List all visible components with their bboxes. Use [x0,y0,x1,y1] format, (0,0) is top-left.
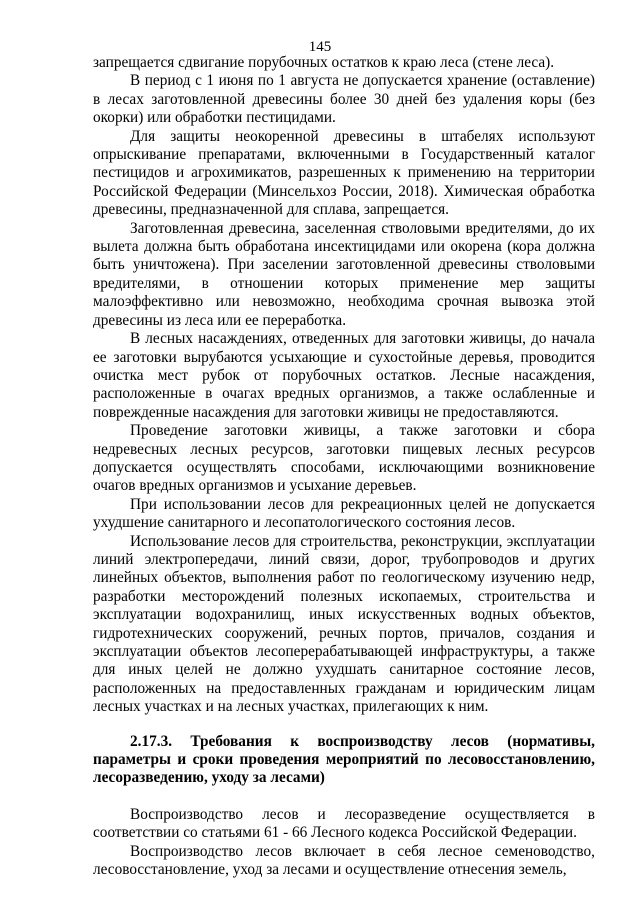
page-body [93,54,595,879]
paragraph-resin-tapping-stands: В лесных насаждениях, отведенных для заготовки живицы, до начала ее заготовки вырубаются усыхающие и сухостойные деревья, проводится очистка мест рубок от порубочных остатков. Лесные насаждения, расположенные в очагах вредных организмов, а также ослабленные и поврежденные насаждения для заготовки живицы не предоставляются. [93,330,595,421]
paragraph-infrastructure-use: Использование лесов для строительства, реконструкции, эксплуатации линий электропередачи, линий связи, дорог, трубопроводов и других линейных объектов, выполнения работ по геологическому изучению недр, разработки месторождений полезных ископаемых, строительства и эксплуатации водохранилищ, иных искусственных водных объектов, гидротехнических сооружений, речных портов, причалов, создания и эксплуатации объектов лесоперерабатывающей инфраструктуры, а также для иных целей не должно ухудшать санитарное состояние лесов, расположенных на предоставленных гражданам и юридическим лицам лесных участках и на лесных участках, прилегающих к ним. [93,532,595,716]
paragraph-pest-infested-wood: Заготовленная древесина, заселенная стволовыми вредителями, до их вылета должна быть обработана инсектицидами или окорена (кора должна быть уничтожена). При заселении заготовленной древесины стволовыми вредителями, в отношении которых применение мер защиты малоэффективно или невозможно, необходима срочная вывозка этой древесины из леса или ее переработка. [93,219,595,329]
paragraph-wood-protection: Для защиты неокоренной древесины в штабелях используют опрыскивание препаратами, включенными в Государственный каталог пестицидов и агрохимикатов, разрешенных к применению на территории Российской Федерации (Минсельхоз России, 2018). Химическая обработка древесины, предназначенной для сплава, запрещается. [93,127,595,219]
paragraph-resin-harvesting: Проведение заготовки живицы, а также заготовки и сбора недревесных лесных ресурсов, заготовки пищевых лесных ресурсов допускается осуществлять способами, исключающими возникновение очагов вредных организмов и усыхание деревьев. [93,422,595,495]
paragraph-recreation: При использовании лесов для рекреационных целей не допускается ухудшение санитарного и лесопатологического состояния лесов. [93,495,595,532]
paragraph-reproduction-includes: Воспроизводство лесов включает в себя лесное семеноводство, лесовосстановление, уход за лесами и осуществление отнесения земель, [93,842,595,879]
section-heading: 2.17.3. Требования к воспроизводству лесов (нормативы, параметры и сроки проведения мероприятий по лесовосстановлению, лесоразведению, уходу за лесами) [93,732,595,787]
paragraph-storage-period: В период с 1 июня по 1 августа не допускается хранение (оставление) в лесах заготовленной древесины более 30 дней без удаления коры (без окорки) или обработки пестицидами. [93,72,595,127]
page-number: 145 [308,39,332,55]
paragraph-continuation: запрещается сдвигание порубочных остатков к краю леса (стене леса). [93,54,555,71]
paragraph-reproduction-law: Воспроизводство лесов и лесоразведение осуществляется в соответствии со статьями 61 - 66 Лесного кодекса Российской Федерации. [93,805,595,842]
